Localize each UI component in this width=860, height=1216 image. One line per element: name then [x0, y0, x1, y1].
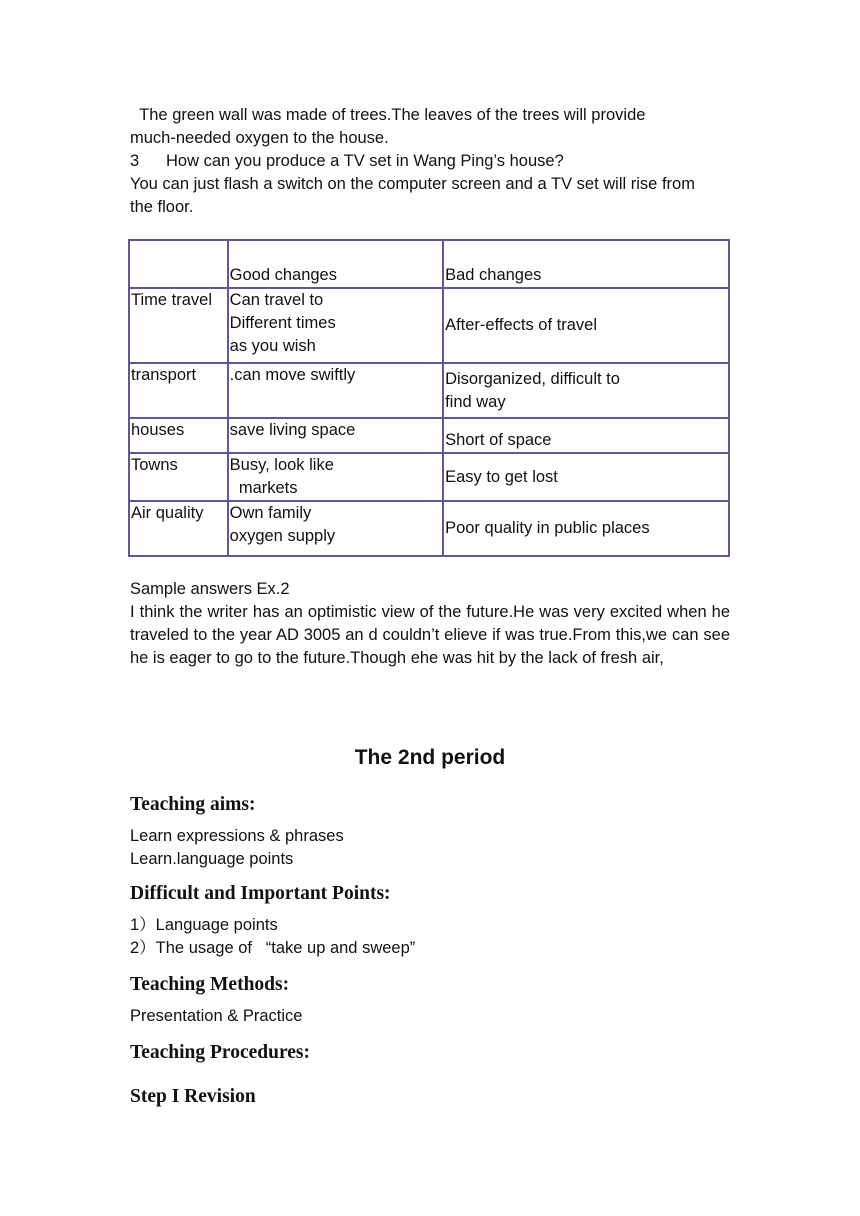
bad-line: Poor quality in public places [445, 519, 650, 537]
bad-line: Disorganized, difficult to [445, 369, 620, 388]
step-1-heading: Step I Revision [130, 1086, 256, 1107]
bad-line: Easy to get lost [445, 467, 558, 486]
table-row [129, 453, 729, 501]
difficult-points-section [130, 881, 730, 960]
sample-paragraph: I think the writer has an optimistic view of the future.He was very excited when he traveled to the year AD 3005 an d couldn’t elieve if was true.From this,we can see he is eager to go to the future.Though ehe was hit by the lack of fresh air, [130, 603, 730, 667]
good-line: markets [229, 479, 298, 497]
good-line: oxygen supply [229, 527, 336, 545]
good-line: Busy, look like [229, 456, 334, 474]
topic-cell: houses [129, 418, 228, 453]
teaching-methods-section [130, 972, 730, 1028]
topic-cell: Towns [129, 453, 228, 501]
good-cell [228, 363, 443, 418]
bad-cell [443, 418, 729, 453]
good-line: .can move swiftly [229, 366, 356, 384]
teaching-procedures-section [130, 1040, 730, 1066]
list-item: Learn.language points [130, 850, 294, 868]
question-3 [130, 150, 730, 173]
good-cell [228, 288, 443, 363]
good-line: as you wish [229, 337, 316, 355]
list-item: 1）Language points [130, 916, 278, 934]
bad-line: find way [445, 392, 506, 411]
intro-line-2: much-needed oxygen to the house. [130, 129, 389, 147]
good-line: Different times [229, 314, 336, 332]
teaching-aims-section [130, 792, 730, 871]
sample-title: Sample answers Ex.2 [130, 580, 290, 598]
topic-cell: transport [129, 363, 228, 418]
bad-line: After-effects of travel [445, 316, 598, 334]
header-bad-changes: Bad changes [443, 240, 729, 288]
good-line: Own family [229, 504, 312, 522]
teaching-aims-heading: Teaching aims: [130, 794, 256, 815]
table-row [129, 501, 729, 556]
question-number: 3 [130, 152, 140, 170]
sample-answers [130, 578, 730, 670]
good-cell [228, 501, 443, 556]
difficult-points-heading: Difficult and Important Points: [130, 883, 391, 904]
intro-line-1: The green wall was made of trees.The leaves of the trees will provide [130, 106, 646, 124]
answer-line-1: You can just flash a switch on the computer screen and a TV set will rise from [130, 175, 695, 193]
bad-cell [443, 363, 729, 418]
bad-cell [443, 501, 729, 556]
period-title: The 2nd period [354, 746, 506, 769]
bad-cell [443, 288, 729, 363]
table-row [129, 363, 729, 418]
teaching-procedures-heading: Teaching Procedures: [130, 1042, 311, 1063]
table-header-row [129, 240, 729, 288]
topic-cell: Air quality [129, 501, 228, 556]
bad-line: Short of space [445, 431, 552, 449]
table-row [129, 288, 729, 363]
bad-cell [443, 453, 729, 501]
answer-line-2: the floor. [130, 198, 194, 216]
header-good-changes: Good changes [228, 240, 443, 288]
topic-cell: Time travel [129, 288, 228, 363]
good-cell [228, 453, 443, 501]
good-cell [228, 418, 443, 453]
changes-table [128, 239, 730, 557]
header-cell-empty [129, 240, 228, 288]
step-1-section [130, 1084, 730, 1110]
list-item: Presentation & Practice [130, 1007, 303, 1025]
table-row [129, 418, 729, 453]
good-line: Can travel to [229, 291, 324, 309]
good-line: save living space [229, 421, 356, 439]
list-item: 2）The usage of “take up and sweep” [130, 939, 416, 957]
list-item: Learn expressions & phrases [130, 827, 344, 845]
teaching-methods-heading: Teaching Methods: [130, 974, 290, 995]
intro-block [130, 104, 730, 219]
question-text: How can you produce a TV set in Wang Ping’s house? [166, 152, 564, 170]
